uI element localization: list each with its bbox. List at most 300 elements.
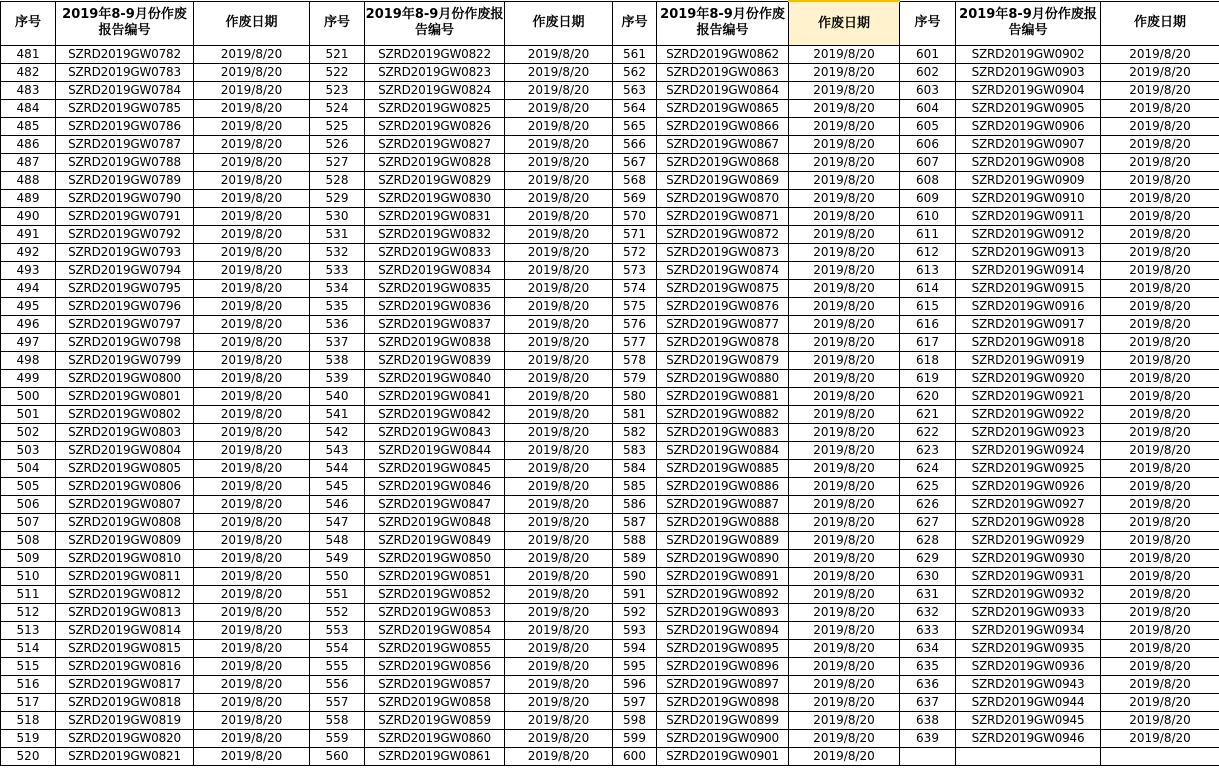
cell-report-number[interactable]: SZRD2019GW0872	[657, 226, 789, 244]
cell-void-date[interactable]: 2019/8/20	[1101, 424, 1219, 442]
cell-seq[interactable]: 570	[613, 208, 657, 226]
header-void-date-selected[interactable]: 作废日期	[789, 1, 900, 46]
cell-void-date[interactable]: 2019/8/20	[194, 370, 310, 388]
header-void-date[interactable]: 作废日期	[1101, 1, 1219, 46]
cell-seq[interactable]: 486	[1, 136, 56, 154]
cell-seq[interactable]: 638	[900, 712, 956, 730]
cell-void-date[interactable]: 2019/8/20	[789, 424, 900, 442]
cell-report-number[interactable]: SZRD2019GW0789	[56, 172, 194, 190]
cell-report-number[interactable]: SZRD2019GW0806	[56, 478, 194, 496]
cell-void-date[interactable]: 2019/8/20	[789, 748, 900, 766]
cell-void-date[interactable]: 2019/8/20	[505, 262, 613, 280]
cell-report-number[interactable]: SZRD2019GW0901	[657, 748, 789, 766]
cell-report-number[interactable]: SZRD2019GW0917	[956, 316, 1101, 334]
cell-seq[interactable]: 609	[900, 190, 956, 208]
cell-report-number[interactable]: SZRD2019GW0887	[657, 496, 789, 514]
cell-seq[interactable]: 615	[900, 298, 956, 316]
cell-seq[interactable]: 627	[900, 514, 956, 532]
cell-void-date[interactable]: 2019/8/20	[505, 208, 613, 226]
cell-seq[interactable]: 522	[310, 64, 365, 82]
cell-report-number[interactable]: SZRD2019GW0817	[56, 676, 194, 694]
cell-report-number[interactable]: SZRD2019GW0794	[56, 262, 194, 280]
cell-report-number[interactable]: SZRD2019GW0860	[365, 730, 505, 748]
cell-void-date[interactable]: 2019/8/20	[789, 604, 900, 622]
cell-seq[interactable]: 491	[1, 226, 56, 244]
cell-void-date[interactable]: 2019/8/20	[194, 352, 310, 370]
cell-void-date[interactable]: 2019/8/20	[194, 694, 310, 712]
cell-report-number[interactable]: SZRD2019GW0805	[56, 460, 194, 478]
cell-void-date[interactable]: 2019/8/20	[505, 280, 613, 298]
cell-report-number[interactable]: SZRD2019GW0823	[365, 64, 505, 82]
cell-seq[interactable]: 604	[900, 100, 956, 118]
cell-void-date[interactable]: 2019/8/20	[505, 388, 613, 406]
cell-void-date[interactable]: 2019/8/20	[1101, 298, 1219, 316]
cell-report-number[interactable]: SZRD2019GW0944	[956, 694, 1101, 712]
cell-seq[interactable]: 563	[613, 82, 657, 100]
cell-void-date[interactable]: 2019/8/20	[505, 82, 613, 100]
cell-report-number[interactable]: SZRD2019GW0804	[56, 442, 194, 460]
cell-report-number[interactable]: SZRD2019GW0825	[365, 100, 505, 118]
cell-seq[interactable]: 533	[310, 262, 365, 280]
cell-report-number[interactable]: SZRD2019GW0916	[956, 298, 1101, 316]
cell-void-date[interactable]: 2019/8/20	[1101, 244, 1219, 262]
cell-report-number[interactable]: SZRD2019GW0788	[56, 154, 194, 172]
cell-report-number[interactable]: SZRD2019GW0919	[956, 352, 1101, 370]
cell-seq[interactable]: 594	[613, 640, 657, 658]
cell-report-number[interactable]: SZRD2019GW0912	[956, 226, 1101, 244]
cell-seq[interactable]: 598	[613, 712, 657, 730]
cell-report-number[interactable]: SZRD2019GW0897	[657, 676, 789, 694]
cell-void-date[interactable]: 2019/8/20	[505, 586, 613, 604]
cell-void-date[interactable]: 2019/8/20	[789, 550, 900, 568]
cell-seq[interactable]: 515	[1, 658, 56, 676]
cell-void-date[interactable]: 2019/8/20	[1101, 586, 1219, 604]
cell-void-date[interactable]: 2019/8/20	[789, 730, 900, 748]
cell-void-date[interactable]: 2019/8/20	[1101, 388, 1219, 406]
cell-seq[interactable]: 603	[900, 82, 956, 100]
cell-void-date[interactable]: 2019/8/20	[789, 388, 900, 406]
cell-report-number[interactable]: SZRD2019GW0878	[657, 334, 789, 352]
cell-seq[interactable]: 635	[900, 658, 956, 676]
cell-report-number[interactable]: SZRD2019GW0798	[56, 334, 194, 352]
cell-report-number[interactable]: SZRD2019GW0782	[56, 46, 194, 64]
cell-void-date[interactable]: 2019/8/20	[1101, 118, 1219, 136]
header-seq[interactable]: 序号	[900, 1, 956, 46]
cell-void-date[interactable]: 2019/8/20	[1101, 406, 1219, 424]
cell-report-number[interactable]: SZRD2019GW0832	[365, 226, 505, 244]
cell-seq[interactable]: 553	[310, 622, 365, 640]
cell-void-date[interactable]: 2019/8/20	[194, 244, 310, 262]
cell-void-date[interactable]: 2019/8/20	[1101, 208, 1219, 226]
cell-seq[interactable]: 554	[310, 640, 365, 658]
cell-seq[interactable]: 496	[1, 316, 56, 334]
cell-void-date[interactable]: 2019/8/20	[1101, 676, 1219, 694]
cell-void-date[interactable]: 2019/8/20	[789, 190, 900, 208]
cell-seq[interactable]: 579	[613, 370, 657, 388]
cell-seq[interactable]: 564	[613, 100, 657, 118]
cell-report-number[interactable]: SZRD2019GW0820	[56, 730, 194, 748]
cell-report-number[interactable]: SZRD2019GW0907	[956, 136, 1101, 154]
cell-report-number[interactable]: SZRD2019GW0861	[365, 748, 505, 766]
cell-report-number[interactable]: SZRD2019GW0840	[365, 370, 505, 388]
cell-report-number[interactable]: SZRD2019GW0913	[956, 244, 1101, 262]
cell-seq[interactable]: 549	[310, 550, 365, 568]
cell-seq[interactable]: 578	[613, 352, 657, 370]
cell-seq[interactable]: 590	[613, 568, 657, 586]
cell-report-number[interactable]: SZRD2019GW0802	[56, 406, 194, 424]
cell-report-number[interactable]: SZRD2019GW0896	[657, 658, 789, 676]
cell-void-date[interactable]: 2019/8/20	[789, 244, 900, 262]
header-seq[interactable]: 序号	[613, 1, 657, 46]
cell-void-date[interactable]: 2019/8/20	[1101, 352, 1219, 370]
cell-seq[interactable]: 587	[613, 514, 657, 532]
cell-report-number[interactable]: SZRD2019GW0923	[956, 424, 1101, 442]
cell-void-date[interactable]: 2019/8/20	[194, 226, 310, 244]
cell-report-number[interactable]: SZRD2019GW0891	[657, 568, 789, 586]
cell-void-date[interactable]: 2019/8/20	[194, 82, 310, 100]
cell-seq[interactable]: 637	[900, 694, 956, 712]
cell-report-number[interactable]: SZRD2019GW0876	[657, 298, 789, 316]
cell-report-number[interactable]: SZRD2019GW0926	[956, 478, 1101, 496]
cell-void-date[interactable]: 2019/8/20	[505, 352, 613, 370]
cell-void-date[interactable]: 2019/8/20	[194, 190, 310, 208]
cell-void-date[interactable]: 2019/8/20	[1101, 154, 1219, 172]
cell-report-number[interactable]: SZRD2019GW0879	[657, 352, 789, 370]
cell-report-number[interactable]: SZRD2019GW0902	[956, 46, 1101, 64]
cell-void-date[interactable]: 2019/8/20	[194, 172, 310, 190]
cell-seq[interactable]: 633	[900, 622, 956, 640]
header-report-number[interactable]: 2019年8-9月份作废报告编号	[657, 1, 789, 46]
cell-void-date[interactable]: 2019/8/20	[1101, 604, 1219, 622]
cell-void-date[interactable]: 2019/8/20	[789, 496, 900, 514]
cell-seq[interactable]: 595	[613, 658, 657, 676]
cell-seq[interactable]: 552	[310, 604, 365, 622]
cell-report-number[interactable]: SZRD2019GW0905	[956, 100, 1101, 118]
cell-report-number[interactable]: SZRD2019GW0858	[365, 694, 505, 712]
header-void-date[interactable]: 作废日期	[505, 1, 613, 46]
cell-seq[interactable]: 623	[900, 442, 956, 460]
cell-report-number[interactable]: SZRD2019GW0931	[956, 568, 1101, 586]
cell-seq[interactable]: 525	[310, 118, 365, 136]
cell-report-number[interactable]: SZRD2019GW0882	[657, 406, 789, 424]
cell-seq[interactable]: 501	[1, 406, 56, 424]
cell-report-number[interactable]: SZRD2019GW0888	[657, 514, 789, 532]
cell-void-date[interactable]: 2019/8/20	[789, 226, 900, 244]
cell-seq[interactable]: 606	[900, 136, 956, 154]
cell-void-date[interactable]: 2019/8/20	[1101, 64, 1219, 82]
cell-void-date[interactable]: 2019/8/20	[1101, 100, 1219, 118]
cell-report-number[interactable]: SZRD2019GW0822	[365, 46, 505, 64]
cell-seq[interactable]: 616	[900, 316, 956, 334]
cell-report-number[interactable]: SZRD2019GW0877	[657, 316, 789, 334]
cell-void-date[interactable]: 2019/8/20	[505, 406, 613, 424]
cell-seq[interactable]: 629	[900, 550, 956, 568]
cell-seq[interactable]: 506	[1, 496, 56, 514]
cell-void-date[interactable]: 2019/8/20	[505, 532, 613, 550]
cell-report-number[interactable]: SZRD2019GW0936	[956, 658, 1101, 676]
cell-seq[interactable]: 585	[613, 478, 657, 496]
cell-seq[interactable]: 499	[1, 370, 56, 388]
cell-seq[interactable]: 601	[900, 46, 956, 64]
cell-void-date[interactable]: 2019/8/20	[194, 442, 310, 460]
cell-seq[interactable]: 514	[1, 640, 56, 658]
cell-void-date[interactable]: 2019/8/20	[789, 694, 900, 712]
cell-report-number[interactable]: SZRD2019GW0836	[365, 298, 505, 316]
cell-seq[interactable]: 509	[1, 550, 56, 568]
cell-seq[interactable]: 532	[310, 244, 365, 262]
cell-seq[interactable]: 536	[310, 316, 365, 334]
cell-report-number[interactable]: SZRD2019GW0895	[657, 640, 789, 658]
cell-report-number[interactable]: SZRD2019GW0874	[657, 262, 789, 280]
cell-seq[interactable]: 544	[310, 460, 365, 478]
cell-seq[interactable]: 593	[613, 622, 657, 640]
cell-seq[interactable]: 610	[900, 208, 956, 226]
cell-void-date[interactable]: 2019/8/20	[789, 568, 900, 586]
cell-void-date[interactable]: 2019/8/20	[1101, 46, 1219, 64]
cell-report-number[interactable]: SZRD2019GW0848	[365, 514, 505, 532]
cell-report-number[interactable]: SZRD2019GW0869	[657, 172, 789, 190]
cell-seq[interactable]: 539	[310, 370, 365, 388]
cell-void-date[interactable]: 2019/8/20	[194, 712, 310, 730]
cell-void-date[interactable]: 2019/8/20	[789, 586, 900, 604]
cell-report-number[interactable]: SZRD2019GW0841	[365, 388, 505, 406]
cell-report-number[interactable]: SZRD2019GW0787	[56, 136, 194, 154]
cell-void-date[interactable]: 2019/8/20	[789, 262, 900, 280]
cell-report-number[interactable]: SZRD2019GW0850	[365, 550, 505, 568]
cell-seq[interactable]: 498	[1, 352, 56, 370]
cell-void-date[interactable]	[1101, 748, 1219, 766]
cell-seq[interactable]: 534	[310, 280, 365, 298]
cell-void-date[interactable]: 2019/8/20	[505, 748, 613, 766]
cell-void-date[interactable]: 2019/8/20	[194, 46, 310, 64]
cell-report-number[interactable]: SZRD2019GW0914	[956, 262, 1101, 280]
cell-report-number[interactable]: SZRD2019GW0867	[657, 136, 789, 154]
cell-report-number[interactable]: SZRD2019GW0809	[56, 532, 194, 550]
cell-seq[interactable]: 559	[310, 730, 365, 748]
cell-seq[interactable]: 589	[613, 550, 657, 568]
cell-void-date[interactable]: 2019/8/20	[1101, 568, 1219, 586]
cell-report-number[interactable]: SZRD2019GW0875	[657, 280, 789, 298]
cell-report-number[interactable]: SZRD2019GW0935	[956, 640, 1101, 658]
cell-report-number[interactable]: SZRD2019GW0925	[956, 460, 1101, 478]
cell-report-number[interactable]: SZRD2019GW0849	[365, 532, 505, 550]
cell-report-number[interactable]: SZRD2019GW0885	[657, 460, 789, 478]
cell-seq[interactable]: 630	[900, 568, 956, 586]
cell-report-number[interactable]: SZRD2019GW0791	[56, 208, 194, 226]
cell-seq[interactable]: 518	[1, 712, 56, 730]
cell-void-date[interactable]: 2019/8/20	[505, 64, 613, 82]
cell-seq[interactable]: 620	[900, 388, 956, 406]
cell-void-date[interactable]: 2019/8/20	[1101, 496, 1219, 514]
cell-report-number[interactable]: SZRD2019GW0922	[956, 406, 1101, 424]
cell-report-number[interactable]: SZRD2019GW0929	[956, 532, 1101, 550]
cell-void-date[interactable]: 2019/8/20	[789, 478, 900, 496]
cell-void-date[interactable]: 2019/8/20	[1101, 730, 1219, 748]
cell-seq[interactable]: 530	[310, 208, 365, 226]
cell-void-date[interactable]: 2019/8/20	[505, 712, 613, 730]
cell-seq[interactable]: 545	[310, 478, 365, 496]
cell-report-number[interactable]: SZRD2019GW0845	[365, 460, 505, 478]
cell-seq[interactable]: 547	[310, 514, 365, 532]
cell-void-date[interactable]: 2019/8/20	[505, 442, 613, 460]
cell-void-date[interactable]: 2019/8/20	[194, 64, 310, 82]
cell-void-date[interactable]: 2019/8/20	[1101, 622, 1219, 640]
cell-report-number[interactable]: SZRD2019GW0933	[956, 604, 1101, 622]
cell-seq[interactable]: 565	[613, 118, 657, 136]
cell-void-date[interactable]: 2019/8/20	[194, 424, 310, 442]
cell-seq[interactable]: 569	[613, 190, 657, 208]
cell-void-date[interactable]: 2019/8/20	[194, 136, 310, 154]
cell-void-date[interactable]: 2019/8/20	[1101, 658, 1219, 676]
cell-report-number[interactable]: SZRD2019GW0918	[956, 334, 1101, 352]
cell-seq[interactable]: 600	[613, 748, 657, 766]
cell-report-number[interactable]: SZRD2019GW0854	[365, 622, 505, 640]
cell-report-number[interactable]: SZRD2019GW0824	[365, 82, 505, 100]
cell-seq[interactable]: 502	[1, 424, 56, 442]
cell-void-date[interactable]: 2019/8/20	[505, 244, 613, 262]
cell-seq[interactable]: 482	[1, 64, 56, 82]
cell-void-date[interactable]: 2019/8/20	[505, 154, 613, 172]
header-seq[interactable]: 序号	[1, 1, 56, 46]
cell-seq[interactable]: 566	[613, 136, 657, 154]
cell-seq[interactable]: 551	[310, 586, 365, 604]
cell-void-date[interactable]: 2019/8/20	[789, 154, 900, 172]
header-void-date[interactable]: 作废日期	[194, 1, 310, 46]
cell-seq[interactable]: 538	[310, 352, 365, 370]
cell-void-date[interactable]: 2019/8/20	[505, 226, 613, 244]
cell-report-number[interactable]: SZRD2019GW0893	[657, 604, 789, 622]
cell-report-number[interactable]: SZRD2019GW0943	[956, 676, 1101, 694]
cell-void-date[interactable]: 2019/8/20	[194, 640, 310, 658]
cell-void-date[interactable]: 2019/8/20	[1101, 478, 1219, 496]
cell-report-number[interactable]: SZRD2019GW0908	[956, 154, 1101, 172]
cell-seq[interactable]: 580	[613, 388, 657, 406]
cell-seq[interactable]: 625	[900, 478, 956, 496]
cell-report-number[interactable]: SZRD2019GW0846	[365, 478, 505, 496]
cell-void-date[interactable]: 2019/8/20	[194, 514, 310, 532]
cell-seq[interactable]: 526	[310, 136, 365, 154]
cell-report-number[interactable]: SZRD2019GW0870	[657, 190, 789, 208]
cell-report-number[interactable]: SZRD2019GW0816	[56, 658, 194, 676]
cell-report-number[interactable]: SZRD2019GW0934	[956, 622, 1101, 640]
cell-void-date[interactable]: 2019/8/20	[1101, 334, 1219, 352]
cell-void-date[interactable]: 2019/8/20	[789, 136, 900, 154]
cell-report-number[interactable]: SZRD2019GW0790	[56, 190, 194, 208]
cell-seq[interactable]: 581	[613, 406, 657, 424]
cell-void-date[interactable]: 2019/8/20	[505, 694, 613, 712]
cell-report-number[interactable]: SZRD2019GW0815	[56, 640, 194, 658]
cell-report-number[interactable]: SZRD2019GW0799	[56, 352, 194, 370]
cell-seq[interactable]: 529	[310, 190, 365, 208]
cell-report-number[interactable]: SZRD2019GW0811	[56, 568, 194, 586]
cell-seq[interactable]: 639	[900, 730, 956, 748]
cell-seq[interactable]: 546	[310, 496, 365, 514]
cell-report-number[interactable]: SZRD2019GW0904	[956, 82, 1101, 100]
cell-seq[interactable]: 571	[613, 226, 657, 244]
cell-seq[interactable]: 597	[613, 694, 657, 712]
cell-seq[interactable]: 577	[613, 334, 657, 352]
cell-void-date[interactable]: 2019/8/20	[194, 622, 310, 640]
cell-void-date[interactable]: 2019/8/20	[1101, 514, 1219, 532]
cell-report-number[interactable]: SZRD2019GW0803	[56, 424, 194, 442]
cell-void-date[interactable]: 2019/8/20	[1101, 694, 1219, 712]
cell-void-date[interactable]: 2019/8/20	[194, 298, 310, 316]
cell-report-number[interactable]: SZRD2019GW0839	[365, 352, 505, 370]
cell-void-date[interactable]: 2019/8/20	[505, 478, 613, 496]
cell-seq[interactable]: 504	[1, 460, 56, 478]
cell-report-number[interactable]: SZRD2019GW0865	[657, 100, 789, 118]
cell-void-date[interactable]: 2019/8/20	[505, 190, 613, 208]
cell-report-number[interactable]: SZRD2019GW0906	[956, 118, 1101, 136]
cell-void-date[interactable]: 2019/8/20	[194, 208, 310, 226]
cell-void-date[interactable]: 2019/8/20	[1101, 460, 1219, 478]
cell-seq[interactable]: 605	[900, 118, 956, 136]
cell-report-number[interactable]: SZRD2019GW0829	[365, 172, 505, 190]
cell-report-number[interactable]	[956, 748, 1101, 766]
cell-report-number[interactable]: SZRD2019GW0889	[657, 532, 789, 550]
cell-report-number[interactable]: SZRD2019GW0924	[956, 442, 1101, 460]
cell-report-number[interactable]: SZRD2019GW0862	[657, 46, 789, 64]
cell-void-date[interactable]: 2019/8/20	[1101, 442, 1219, 460]
cell-seq[interactable]: 512	[1, 604, 56, 622]
cell-seq[interactable]: 602	[900, 64, 956, 82]
cell-seq[interactable]: 619	[900, 370, 956, 388]
cell-report-number[interactable]: SZRD2019GW0792	[56, 226, 194, 244]
cell-report-number[interactable]: SZRD2019GW0894	[657, 622, 789, 640]
cell-seq[interactable]: 608	[900, 172, 956, 190]
cell-report-number[interactable]: SZRD2019GW0800	[56, 370, 194, 388]
cell-report-number[interactable]: SZRD2019GW0819	[56, 712, 194, 730]
cell-report-number[interactable]: SZRD2019GW0835	[365, 280, 505, 298]
cell-report-number[interactable]: SZRD2019GW0856	[365, 658, 505, 676]
cell-void-date[interactable]: 2019/8/20	[505, 514, 613, 532]
cell-void-date[interactable]: 2019/8/20	[194, 316, 310, 334]
cell-report-number[interactable]: SZRD2019GW0827	[365, 136, 505, 154]
cell-void-date[interactable]: 2019/8/20	[505, 172, 613, 190]
cell-seq[interactable]: 517	[1, 694, 56, 712]
cell-void-date[interactable]: 2019/8/20	[505, 316, 613, 334]
cell-seq[interactable]: 520	[1, 748, 56, 766]
cell-void-date[interactable]: 2019/8/20	[1101, 280, 1219, 298]
cell-void-date[interactable]: 2019/8/20	[194, 730, 310, 748]
cell-void-date[interactable]: 2019/8/20	[505, 604, 613, 622]
cell-report-number[interactable]: SZRD2019GW0930	[956, 550, 1101, 568]
cell-report-number[interactable]: SZRD2019GW0838	[365, 334, 505, 352]
cell-void-date[interactable]: 2019/8/20	[194, 550, 310, 568]
cell-void-date[interactable]: 2019/8/20	[789, 100, 900, 118]
cell-void-date[interactable]: 2019/8/20	[789, 280, 900, 298]
cell-seq[interactable]: 483	[1, 82, 56, 100]
cell-report-number[interactable]: SZRD2019GW0886	[657, 478, 789, 496]
cell-void-date[interactable]: 2019/8/20	[194, 334, 310, 352]
cell-void-date[interactable]: 2019/8/20	[789, 46, 900, 64]
cell-seq[interactable]: 484	[1, 100, 56, 118]
cell-void-date[interactable]: 2019/8/20	[789, 460, 900, 478]
cell-void-date[interactable]: 2019/8/20	[505, 676, 613, 694]
cell-void-date[interactable]: 2019/8/20	[194, 496, 310, 514]
cell-report-number[interactable]: SZRD2019GW0868	[657, 154, 789, 172]
cell-report-number[interactable]: SZRD2019GW0795	[56, 280, 194, 298]
cell-report-number[interactable]: SZRD2019GW0842	[365, 406, 505, 424]
cell-seq[interactable]: 582	[613, 424, 657, 442]
cell-void-date[interactable]: 2019/8/20	[194, 406, 310, 424]
cell-seq[interactable]: 543	[310, 442, 365, 460]
cell-report-number[interactable]: SZRD2019GW0890	[657, 550, 789, 568]
cell-void-date[interactable]: 2019/8/20	[789, 370, 900, 388]
cell-report-number[interactable]: SZRD2019GW0784	[56, 82, 194, 100]
cell-seq[interactable]: 541	[310, 406, 365, 424]
cell-report-number[interactable]: SZRD2019GW0864	[657, 82, 789, 100]
